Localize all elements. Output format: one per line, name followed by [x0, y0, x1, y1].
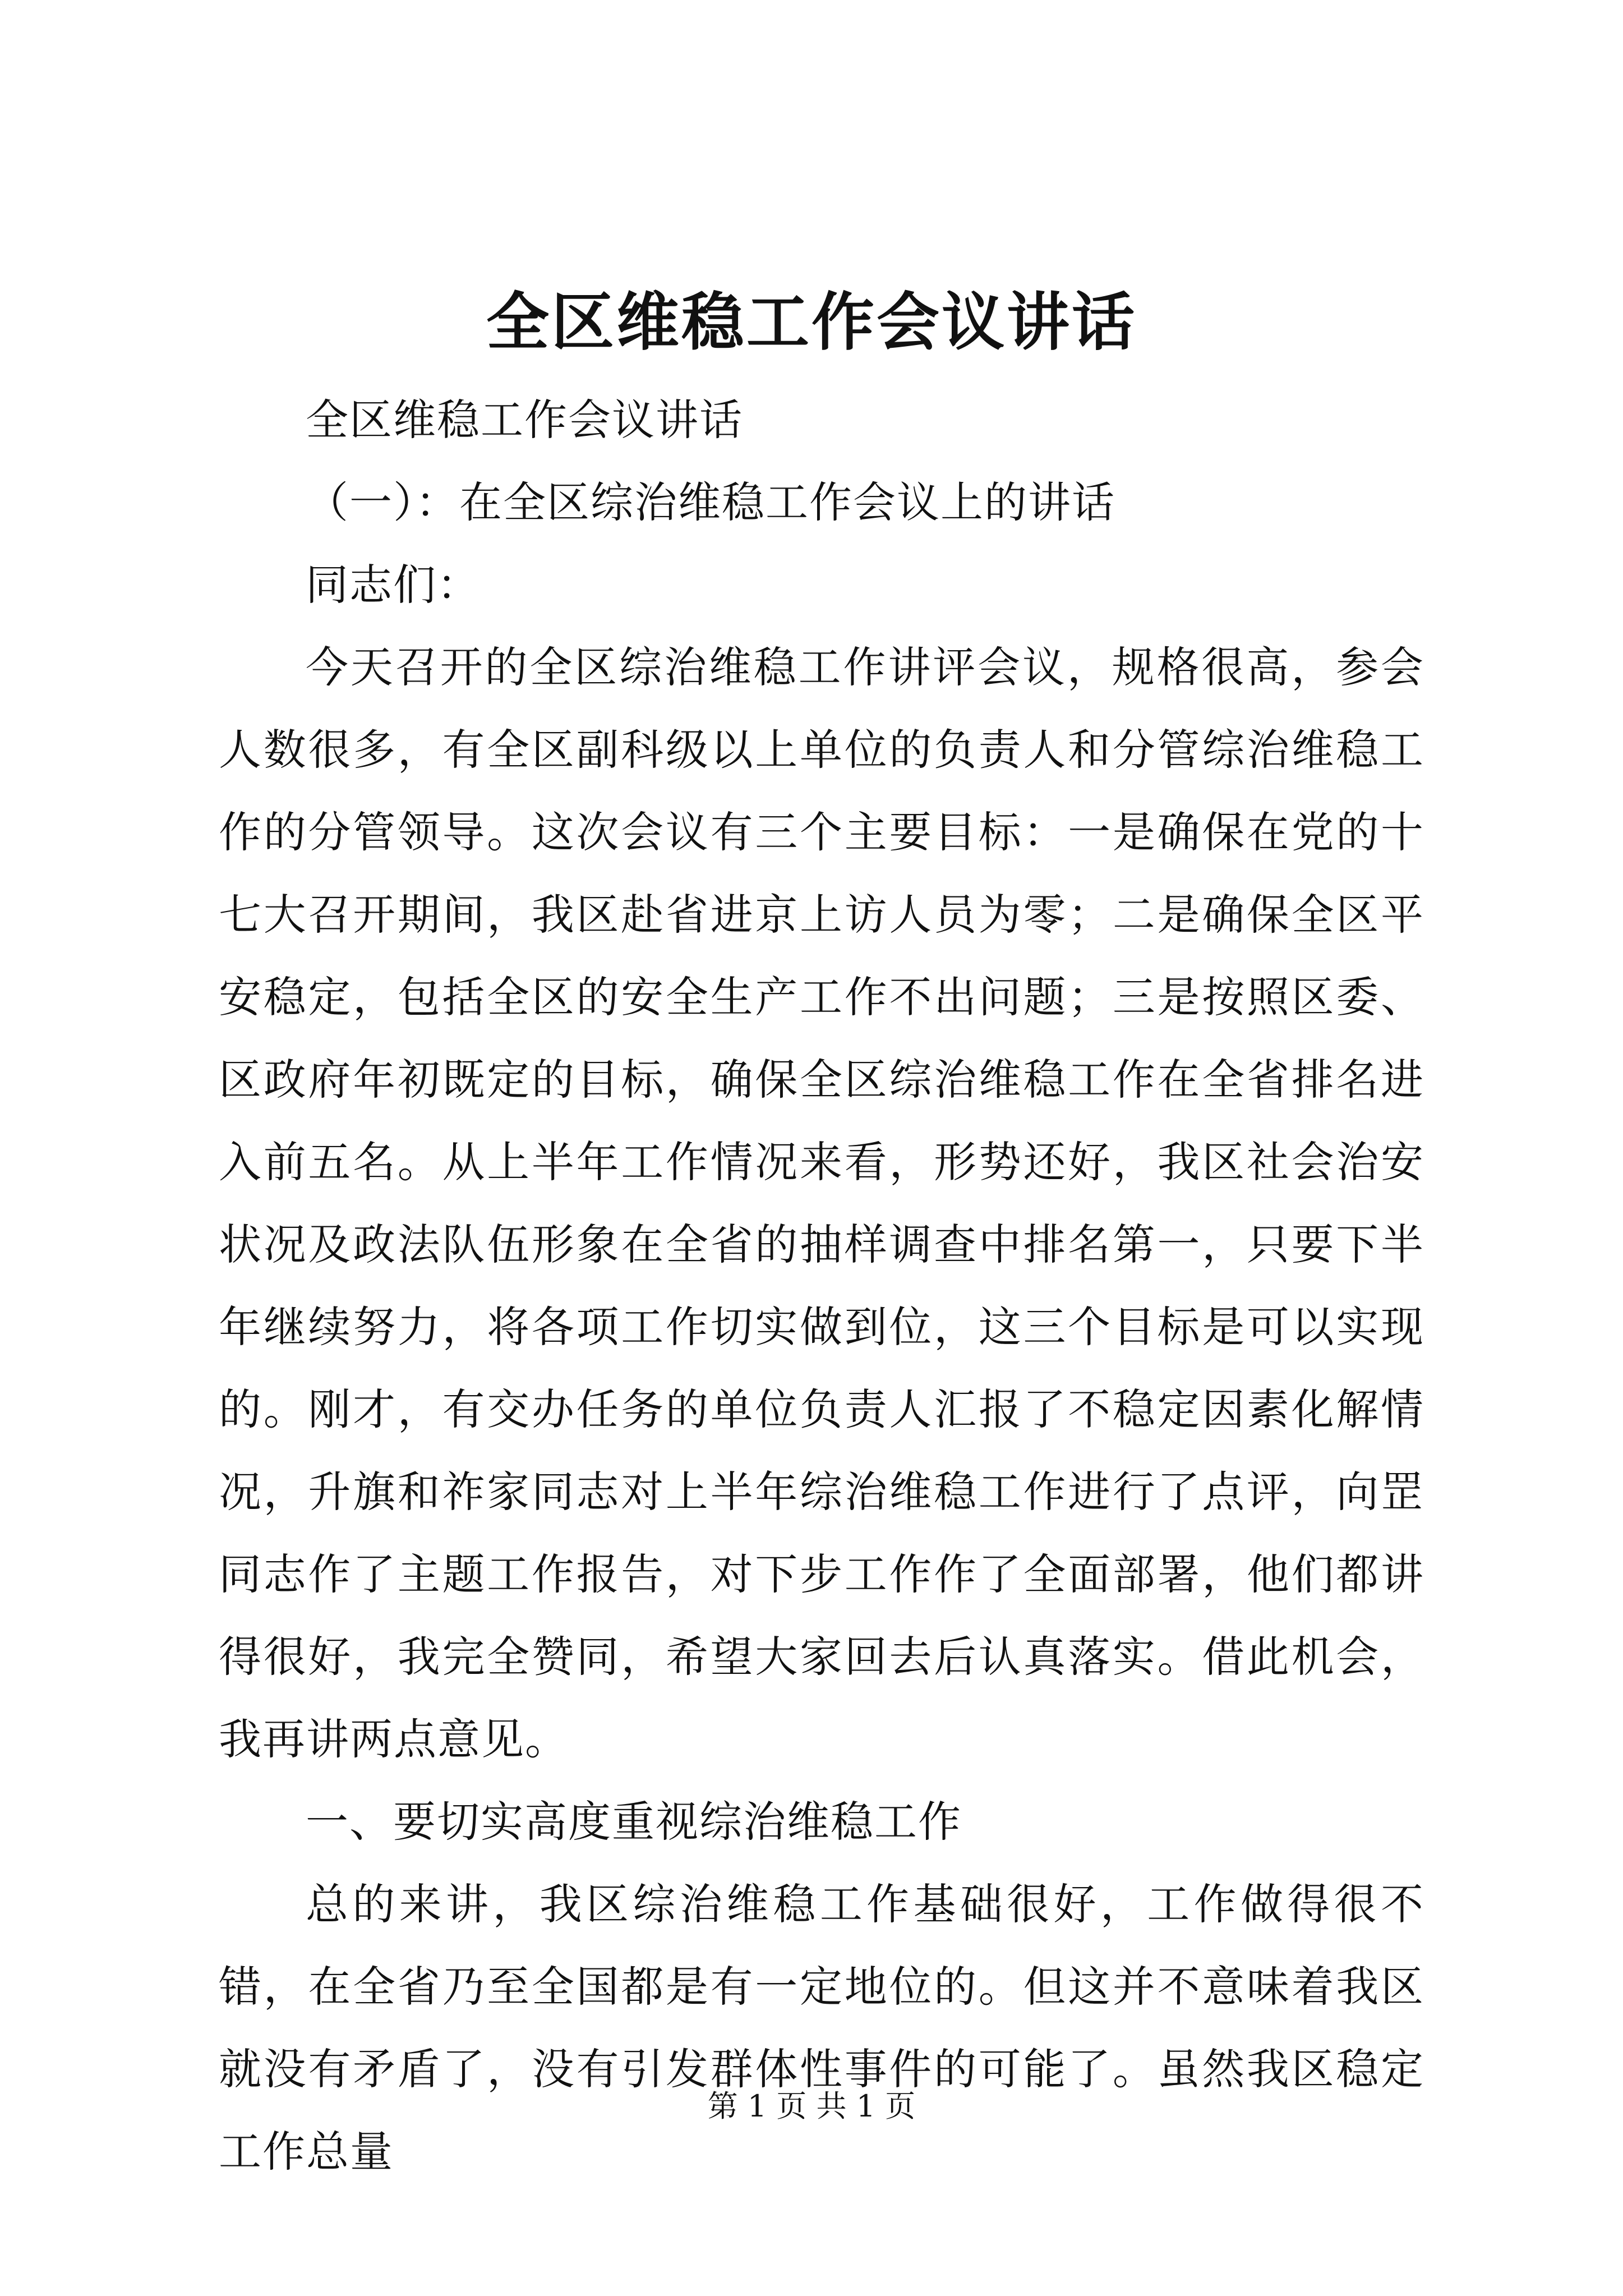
paragraph-body: 今天召开的全区综治维稳工作讲评会议，规格很高，参会人数很多，有全区副科级以上单位的负责人和分管综治维稳工作的分管领导。这次会议有三个主要目标：一是确保在党的十七大召开期间，我区赴省进京上访人员为零；二是确保全区平安稳定，包括全区的安全生产工作不出问题；三是按照区委、区政府年初既定的目标，确保全区综治维稳工作在全省排名进入前五名。从上半年工作情况来看，形势还好，我区社会治安状况及政法队伍形象在全省的抽样调查中排名第一，只要下半年继续努力，将各项工作切实做到位，这三个目标是可以实现的。刚才，有交办任务的单位负责人汇报了不稳定因素化解情况，升旗和祚家同志对上半年综治维稳工作进行了点评，向罡同志作了主题工作报告，对下步工作作了全面部署，他们都讲得很好，我完全赞同，希望大家回去后认真落实。借此机会，我再讲两点意见。	[219, 642, 1424, 1764]
paragraph-body: 总的来讲，我区综治维稳工作基础很好，工作做得很不错，在全省乃至全国都是有一定地位的。但这并不意味着我区就没有矛盾了，没有引发群体性事件的可能了。虽然我区稳定工作总量	[219, 1879, 1424, 2177]
paragraph-salutation: 同志们：	[306, 560, 481, 610]
paragraph-section-heading: （一）：在全区综治维稳工作会议上的讲话	[306, 477, 1115, 527]
document-body	[219, 379, 1424, 2193]
document-title: 全区维稳工作会议讲话	[486, 286, 1137, 359]
paragraph-subtitle: 全区维稳工作会议讲话	[306, 395, 743, 445]
paragraph-heading: 一、要切实高度重视综治维稳工作	[306, 1797, 962, 1847]
page-footer: 第 1 页 共 1 页	[707, 2088, 916, 2124]
